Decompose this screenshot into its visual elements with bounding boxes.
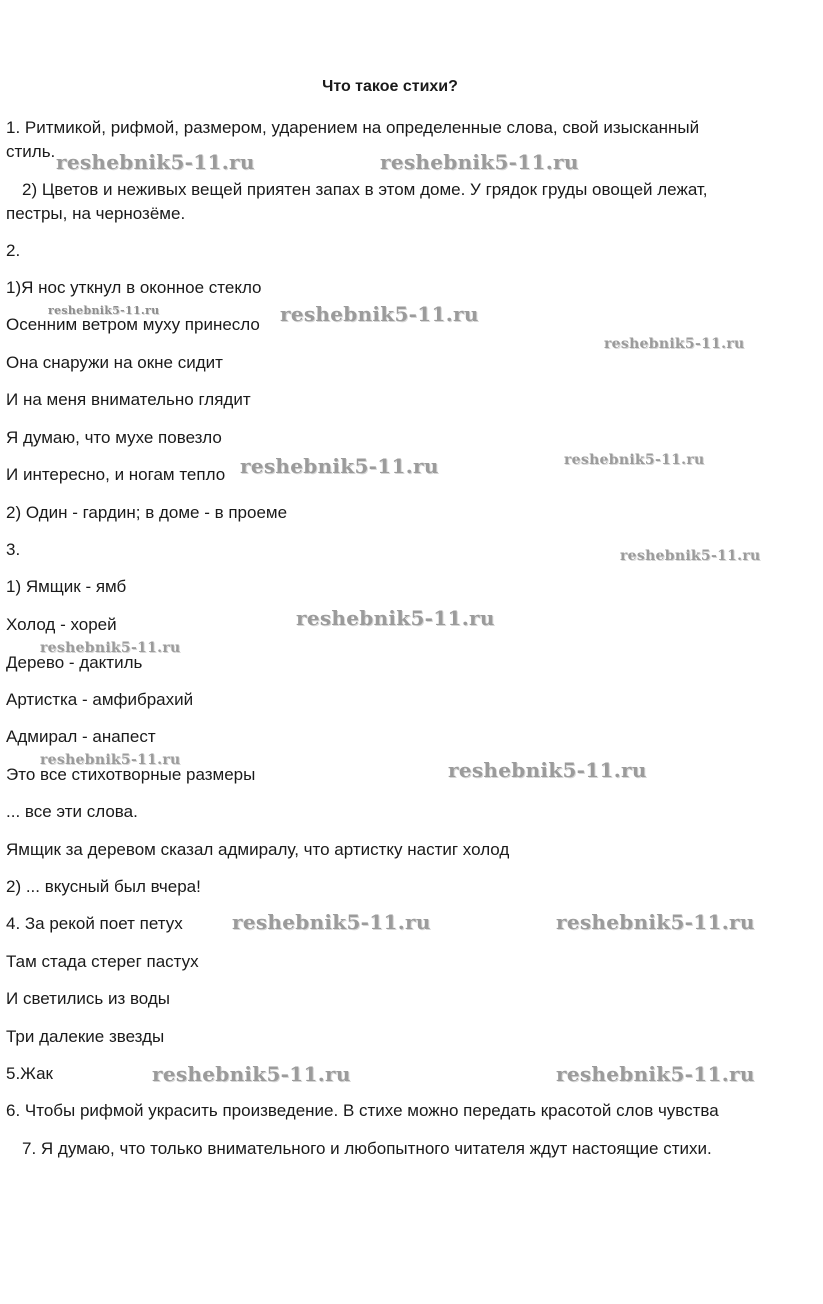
watermark: reshebnik5-11.ru [556,1062,755,1086]
meter-daktil: Дерево - дактиль [6,653,143,672]
all-words-note: ... все эти слова. [6,802,138,821]
answer-4-line-4: Три далекие звезды [6,1027,165,1046]
watermark: reshebnik5-11.ru [604,336,745,352]
poem-line-1: 1)Я нос уткнул в оконное стекло [6,278,262,297]
watermark: reshebnik5-11.ru [240,454,439,478]
poem-line-4: И на меня внимательно глядит [6,390,251,409]
watermark: reshebnik5-11.ru [380,150,579,174]
sentence-with-words: Ямщик за деревом сказал адмиралу, что артистку настиг холод [6,840,510,859]
watermark: reshebnik5-11.ru [232,910,431,934]
watermark: reshebnik5-11.ru [48,304,160,317]
answer-4-line-2: Там стада стерег пастух [6,952,199,971]
answer-1-part-2-line-2: пестры, на чернозёме. [6,204,186,223]
watermark: reshebnik5-11.ru [296,606,495,630]
meter-anapest: Адмирал - анапест [6,727,156,746]
watermark: reshebnik5-11.ru [56,150,255,174]
watermark: reshebnik5-11.ru [556,910,755,934]
answer-3-part-2: 2) ... вкусный был вчера! [6,877,201,896]
watermark: reshebnik5-11.ru [280,302,479,326]
answer-1-part-2-line-1: 2) Цветов и неживых вещей приятен запах в этом доме. У грядок груды овощей лежат, [22,180,708,199]
watermark: reshebnik5-11.ru [620,548,761,564]
meter-yamb: 1) Ямщик - ямб [6,577,127,596]
answer-7: 7. Я думаю, что только внимательного и любопытного читателя ждут настоящие стихи. [22,1139,712,1158]
section-2-number: 2. [6,241,21,260]
watermark: reshebnik5-11.ru [40,640,181,656]
answer-4-line-1: 4. За рекой поет петух [6,914,183,933]
answer-1-line-1: 1. Ритмикой, рифмой, размером, ударением на определенные слова, свой изысканный [6,118,700,137]
answer-1-line-2: стиль. [6,142,56,161]
meter-amfibrakhii: Артистка - амфибрахий [6,690,194,709]
rhyme-pairs: 2) Один - гардин; в доме - в проеме [6,503,288,522]
meter-khorei: Холод - хорей [6,615,117,634]
watermark: reshebnik5-11.ru [152,1062,351,1086]
poem-line-2: Осенним ветром муху принесло [6,315,260,334]
page-title: Что такое стихи? [322,78,458,95]
answer-5: 5.Жак [6,1064,53,1083]
answer-6: 6. Чтобы рифмой украсить произведение. В стихе можно передать красотой слов чувства [6,1101,719,1120]
meters-summary: Это все стихотворные размеры [6,765,256,784]
poem-line-3: Она снаружи на окне сидит [6,353,223,372]
section-3-number: 3. [6,540,21,559]
watermark: reshebnik5-11.ru [564,452,705,468]
poem-line-5: Я думаю, что мухе повезло [6,428,222,447]
watermark: reshebnik5-11.ru [448,758,647,782]
watermark: reshebnik5-11.ru [40,752,181,768]
poem-line-6: И интересно, и ногам тепло [6,465,226,484]
answer-4-line-3: И светились из воды [6,989,171,1008]
